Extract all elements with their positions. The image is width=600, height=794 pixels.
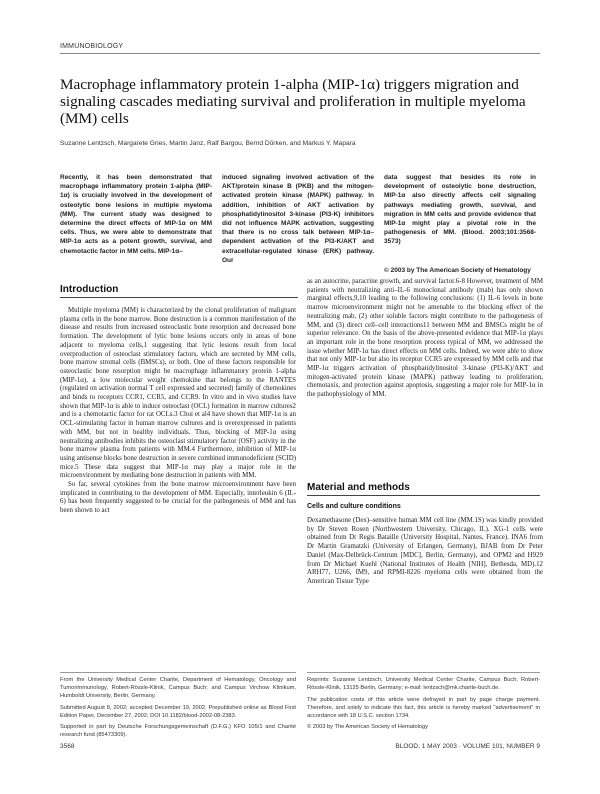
publication-costs-note: The publication costs of this article were defrayed in part by page charge payment. Therefore, and solely to indicate this fact, this article is hereby marked "advertisement" in accordance with 18 U.S.C. section 1734. <box>307 696 540 719</box>
footnote-divider-right <box>307 672 540 673</box>
funding-note: Supported in part by Deutsche Forschungsgemeinschaft (D.F.G.) KFO 105/1 and Charité research fund (85473309). <box>60 724 296 738</box>
author-list: Suzanne Lentzsch, Margarete Gries, Martin Janz, Ralf Bargou, Bernd Dörken, and Markus Y. Mapara <box>60 140 356 147</box>
article-title: Macrophage inflammatory protein 1-alpha (MIP-1α) triggers migration and signaling cascades mediating survival and proliferation in multiple myeloma (MM) cells <box>60 76 526 127</box>
abstract-column-1: Recently, it has been demonstrated that macrophage inflammatory protein 1-alpha (MIP-1α) is crucially involved in the development of osteolytic bone lesions in multiple myeloma (MM). The current study was designed to determine the direct effects of MIP-1α on MM cells. Thus, we were able to demonstrate that MIP-1α acts as a potent growth, survival, and chemotactic factor in MM cells. MIP-1α– <box>60 174 212 255</box>
abstract-copyright: © 2003 by The American Society of Hematology <box>384 267 531 274</box>
introduction-heading: Introduction <box>60 284 119 295</box>
submission-dates-note: Submitted August 8, 2002; accepted December 19, 2002. Prepublished online as Blood First Edition Paper, December 27, 2002; DOI 10.1182/blood-2002-08-2383. <box>60 704 296 719</box>
footnotes-right <box>307 676 540 735</box>
methods-paragraph: Dexamethasone (Dex)–sensitive human MM cell line (MM.1S) was kindly provided by Dr Steven Rosen (Northwestern University, Chicago, IL). XG-1 cells were obtained from Dr Regis Bataille (University Hospital, Nantes, France). INA6 from Dr Martin Gramatzki (University of Erlangen, Germany), BJAB from Dr Peter Daniel (Max-Delbrück-Centrum [MDC], Berlin, Germany), and OPM2 and H929 from Dr Michael Kuehl (National Institutes of Health [NIH], Bethesda, MD).12 ARH77, U266, IM9, and RPMI-8226 myeloma cells were obtained from the American Tissue Type <box>307 517 543 585</box>
methods-subheading: Cells and culture conditions <box>307 503 401 510</box>
intro-paragraph-2: So far, several cytokines from the bone marrow microenvironment have been implicated in contributing to the development of MM. Especially, interleukin 6 (IL-6) has been frequently suggested to be crucial for the pathogenesis of MM and has been shown to act <box>60 481 296 515</box>
reprints-note: Reprints: Suzanne Lentzsch, University Medical Center Charite, Campus Buch, Robert-Rössle-Klinik, 13125 Berlin, Germany; e-mail: lentzsch@mk.charite-buch.de. <box>307 677 540 691</box>
methods-divider <box>307 495 540 496</box>
intro-paragraph-1: Multiple myeloma (MM) is characterized by the clonal proliferation of malignant plasma cells in the bone marrow. Bone destruction is a common manifestation of the disease and results from increased osteoclastic bone resorption and decreased bone formation. The development of lytic bone lesions occurs only in areas of bone adjacent to myeloma cells,1 suggesting that lytic lesions result from local overproduction of osteoclast stimulatory factors, which are secreted by MM cells, bone marrow stromal cells (BMSCs), or both. One of these factors responsible for osteoclastic bone resorption might be macrophage inflammatory protein 1-alpha (MIP-1α), a low molecular weight chemokine that belongs to the RANTES (regulated on activation normal T cell expressed and secreted) family of chemokines and binds to receptors CCR1, CCR5, and CCR9. In vitro and in vivo studies have shown that MIP-1α is able to induce osteoclast (OCL) formation in marrow cultures2 and is a chemotactic factor for rat OCLs.3 Choi et al4 have shown that MIP-1α is an OCL-stimulating factor in human marrow cultures and is overexpressed in patients with MM, but not in healthy individuals. Thus, blocking of MIP-1α using neutralizing antibodies inhibits the osteoclast stimulatory factor (OSF) activity in the bone marrow plasma from patients with MM.4 Furthermore, inhibition of MIP-1α using antisense blocks bone destruction in severe combined immunodeficient (SCID) mice.5 These data suggest that MIP-1α may play a major role in the microenvironment by mediating bone destruction in patients with MM. <box>60 307 296 480</box>
footnotes-left <box>60 676 296 743</box>
footnote-divider-left <box>60 672 296 673</box>
section-divider <box>60 53 540 54</box>
abstract-column-2: induced signaling involved activation of the AKT/protein kinase B (PKB) and the mitogen-activated protein kinase (MAPK) pathway. In addition, inhibition of AKT activation by phosphatidylinositol 3-kinase (PI3-K) inhibitors did not influence MAPK activation, suggesting that there is no cross talk between MIP-1α–dependent activation of the PI3-K/AKT and extracellular-regulated kinase (ERK) pathway. Our <box>222 174 374 264</box>
page-number: 3568 <box>60 743 75 750</box>
section-label: IMMUNOBIOLOGY <box>60 43 124 50</box>
journal-citation: BLOOD, 1 MAY 2003 · VOLUME 101, NUMBER 9 <box>395 743 540 750</box>
body-column-right <box>307 278 543 400</box>
introduction-divider <box>60 297 298 298</box>
intro-paragraph-3: as an autocrine, paracrine growth, and survival factor.6-8 However, treatment of MM patients with neutralizing anti–IL-6 monoclonal antibody (mab) has only shown marginal effects,9,10 leading to the following conclusions: (1) IL-6 levels in bone marrow microenvironment might not be amenable to the blocking effect of the neutralizing mab, (2) other soluble factors might contribute to the pathogenesis of MM, and (3) direct cell–cell interactions11 between MM and BMSCs might be of superior relevance. On the basis of the above-presented evidence that MIP-1α plays an important role in the bone resorption process typical of MM, we addressed the issue whether MIP-1α has direct effects on MM cells. Indeed, we were able to show that not only MIP-1α but also its receptor CCR5 are expressed by MM cells and that MIP-1α triggers activation of phosphatidylinositol 3-kinase (PI3-K)/AKT and mitogen-activated protein kinase (MAPK) pathway leading to proliferation, chemotaxis, and protection against apoptosis, suggesting a major role for MIP-1α in the pathophysiology of MM. <box>307 278 543 399</box>
methods-body <box>307 517 543 587</box>
copyright-note: © 2003 by The American Society of Hematology <box>307 724 429 730</box>
affiliation-note: From the University Medical Center Charite, Department of Hematology, Oncology and Tumorimmunology, Robert-Rössle-Klinik, Campus Buch; and Campus Virchow Klinikum, Humboldt University, Berlin, Germany. <box>60 677 296 699</box>
abstract-column-3: data suggest that besides its role in development of osteolytic bone destruction, MIP-1α also directly affects cell signaling pathways mediating growth, survival, and migration in MM cells and provide evidence that MIP-1α might play a pivotal role in the pathogenesis of MM. (Blood. 2003;101:3568-3573) <box>384 174 536 246</box>
methods-heading: Material and methods <box>307 482 410 493</box>
body-column-left <box>60 307 296 516</box>
